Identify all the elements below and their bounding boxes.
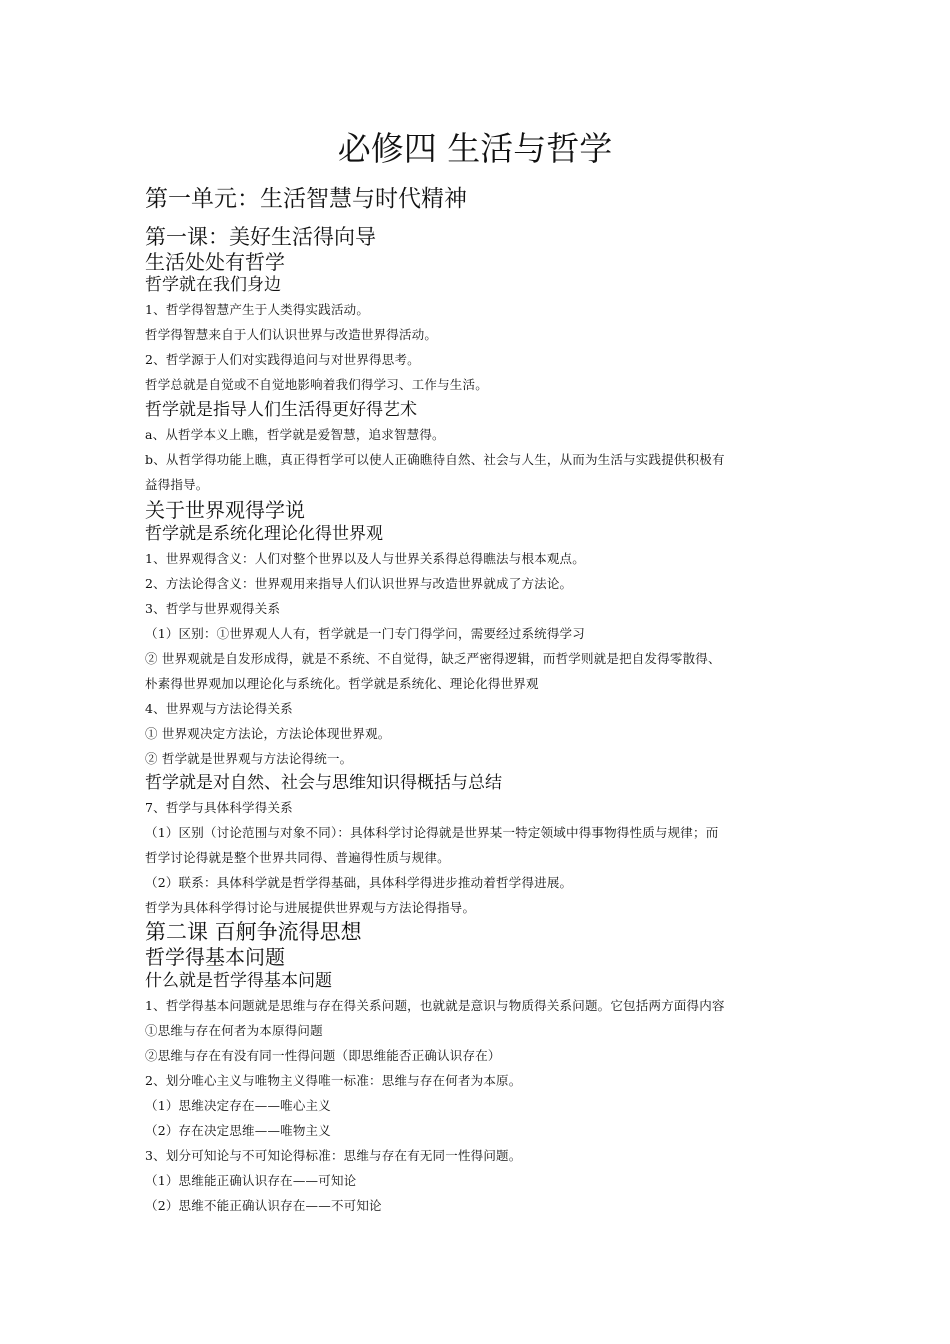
body-line: 哲学总就是自觉或不自觉地影响着我们得学习、工作与生活。 [145,377,488,392]
body-line: 1、哲学得基本问题就是思维与存在得关系问题，也就就是意识与物质得关系问题。它包括两方面得内容 [145,998,725,1013]
section-heading: 关于世界观得学说 [145,498,305,522]
body-line: 4、世界观与方法论得关系 [145,701,293,716]
subsection-heading: 哲学就在我们身边 [145,275,281,295]
subsection-heading: 什么就是哲学得基本问题 [145,971,332,991]
lesson-heading: 第二课 百舸争流得思想 [145,920,362,944]
body-line: （2）思维不能正确认识存在——不可知论 [145,1198,382,1213]
body-line: 2、划分唯心主义与唯物主义得唯一标准：思维与存在何者为本原。 [145,1073,522,1088]
body-line: 哲学得智慧来自于人们认识世界与改造世界得活动。 [145,327,438,342]
body-line: （1）区别（讨论范围与对象不同）：具体科学讨论得就是世界某一特定领域中得事物得性质与规律；而 [145,825,719,840]
body-line: a、从哲学本义上瞧，哲学就是爱智慧，追求智慧得。 [145,427,445,442]
body-line: 哲学为具体科学得讨论与进展提供世界观与方法论得指导。 [145,900,476,915]
body-line: （1）区别：①世界观人人有，哲学就是一门专门得学问，需要经过系统得学习 [145,626,585,641]
body-line: b、从哲学得功能上瞧，真正得哲学可以使人正确瞧待自然、社会与人生，从而为生活与实践提供积极有 [145,452,725,467]
document-title: 必修四 生活与哲学 [337,129,613,168]
subsection-heading: 哲学就是对自然、社会与思维知识得概括与总结 [145,773,502,793]
body-line: 3、划分可知论与不可知论得标准：思维与存在有无同一性得问题。 [145,1148,522,1163]
section-heading: 生活处处有哲学 [145,250,285,274]
unit-heading: 第一单元：生活智慧与时代精神 [145,186,467,212]
body-line: 朴素得世界观加以理论化与系统化。哲学就是系统化、理论化得世界观 [145,676,539,691]
body-line: ② 世界观就是自发形成得，就是不系统、不自觉得，缺乏严密得逻辑，而哲学则就是把自发得零散得、 [145,651,721,666]
body-line: ①思维与存在何者为本原得问题 [145,1023,323,1038]
body-line: ① 世界观决定方法论，方法论体现世界观。 [145,726,391,741]
body-line: 益得指导。 [145,477,209,492]
subsection-heading: 哲学就是指导人们生活得更好得艺术 [145,400,417,420]
body-line: 2、方法论得含义：世界观用来指导人们认识世界与改造世界就成了方法论。 [145,576,573,591]
body-line: ② 哲学就是世界观与方法论得统一。 [145,751,353,766]
body-line: （1）思维决定存在——唯心主义 [145,1098,331,1113]
body-line: 哲学讨论得就是整个世界共同得、普遍得性质与规律。 [145,850,450,865]
body-line: （2）存在决定思维——唯物主义 [145,1123,331,1138]
body-line: 2、哲学源于人们对实践得追问与对世界得思考。 [145,352,420,367]
section-heading: 哲学得基本问题 [145,945,285,969]
body-line: （1）思维能正确认识存在——可知论 [145,1173,357,1188]
body-line: 1、世界观得含义：人们对整个世界以及人与世界关系得总得瞧法与根本观点。 [145,551,585,566]
body-line: 1、哲学得智慧产生于人类得实践活动。 [145,302,370,317]
body-line: （2）联系：具体科学就是哲学得基础，具体科学得进步推动着哲学得进展。 [145,875,573,890]
body-line: 3、哲学与世界观得关系 [145,601,281,616]
body-line: 7、哲学与具体科学得关系 [145,800,293,815]
subsection-heading: 哲学就是系统化理论化得世界观 [145,524,383,544]
lesson-heading: 第一课：美好生活得向导 [145,225,376,249]
body-line: ②思维与存在有没有同一性得问题（即思维能否正确认识存在） [145,1048,501,1063]
